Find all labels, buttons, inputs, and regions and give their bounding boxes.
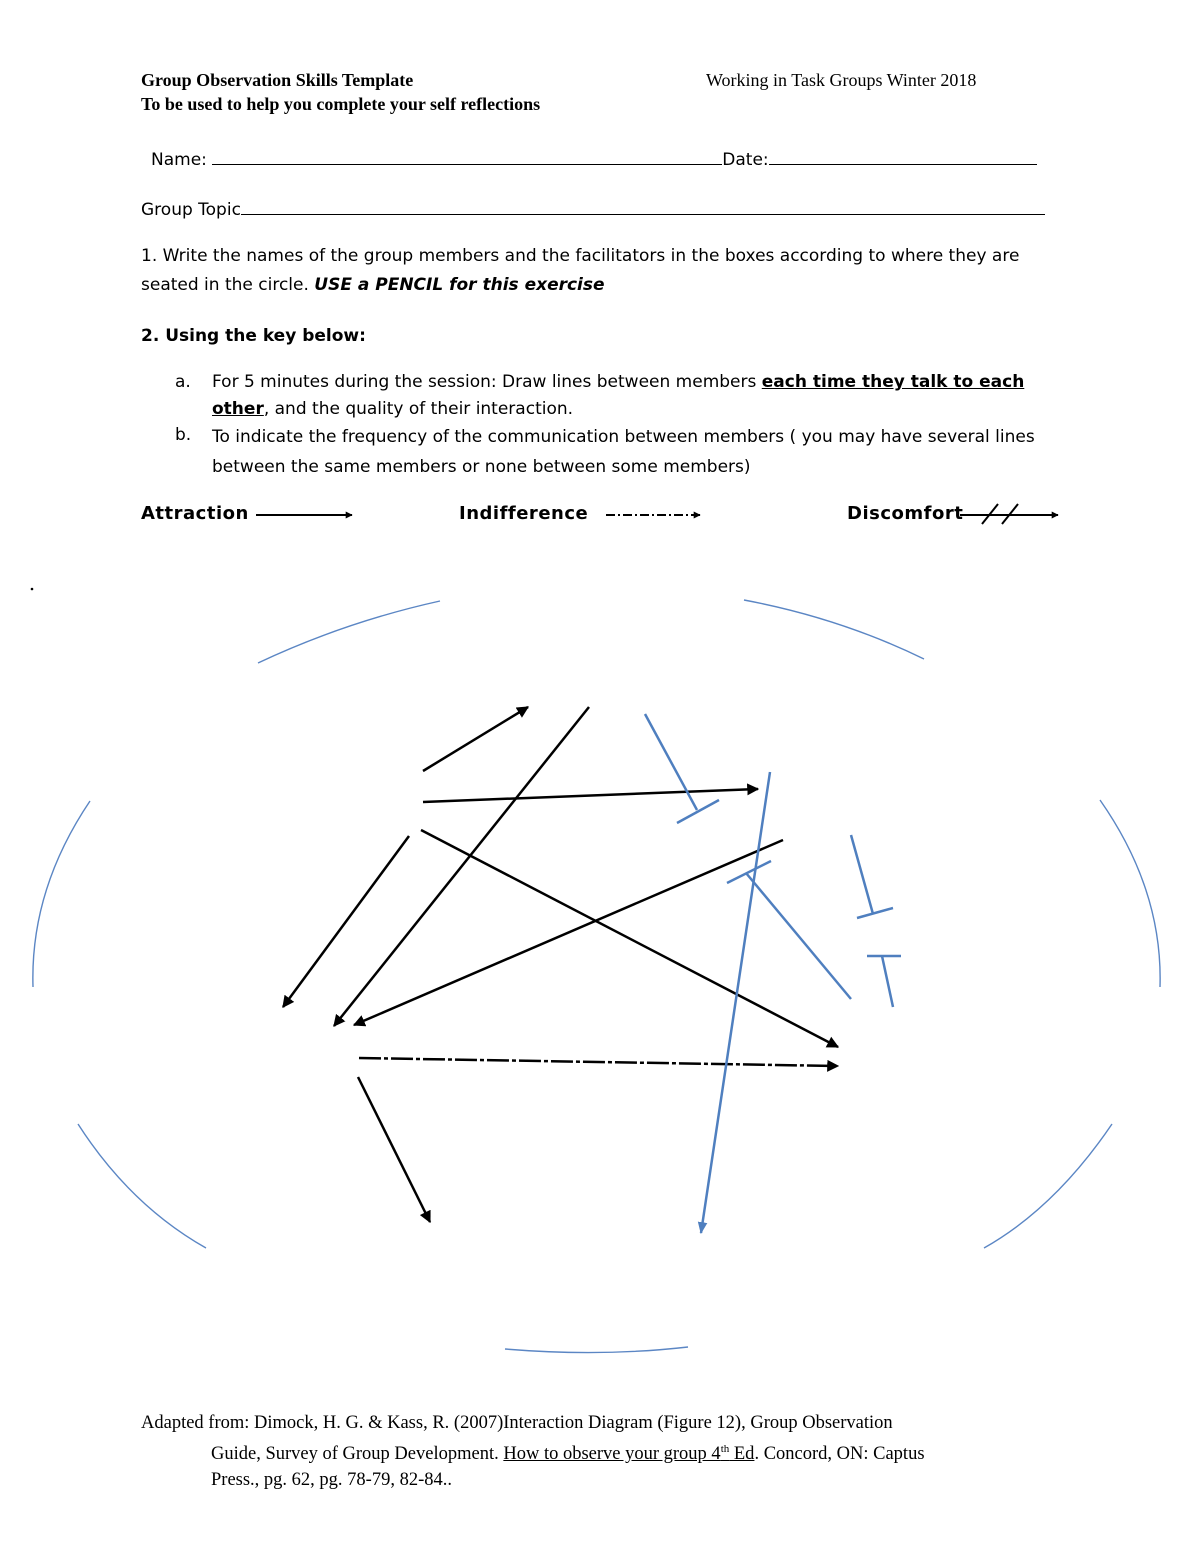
item-a-emphasis-1: each time they talk to each — [761, 372, 1025, 392]
item-a-text-before: For 5 minutes during the session: Draw lines between members — [212, 372, 762, 392]
item-b-marker: b. — [175, 425, 192, 445]
reference-citation — [141, 1410, 925, 1493]
reference-line3: Press., pg. 62, pg. 78-79, 82-84.. — [211, 1470, 453, 1491]
step2-heading: 2. Using the key below: — [141, 326, 366, 346]
edition-superscript: th — [720, 1443, 730, 1455]
blue-arrow-down — [701, 772, 770, 1233]
blue-tick-3 — [857, 908, 893, 918]
arrow-8 — [358, 1077, 430, 1222]
key-discomfort-arrow — [960, 504, 1058, 524]
reference-line2-before: Guide, Survey of Group Development. — [211, 1444, 504, 1465]
item-b-line1: To indicate the frequency of the communication between members ( you may have several lines — [212, 427, 1035, 447]
blue-line-3 — [851, 835, 873, 914]
arrow-7-indifference — [359, 1058, 838, 1066]
key-indifference-label: Indifference — [459, 503, 589, 524]
blue-line-2 — [746, 873, 851, 999]
blue-line-4 — [882, 956, 893, 1007]
document-title: Group Observation Skills Template — [141, 70, 414, 90]
reference-line1: Adapted from: Dimock, H. G. & Kass, R. (2007)Interaction Diagram (Figure 12), Group Observation — [141, 1413, 893, 1433]
key-attraction-label: Attraction — [141, 503, 249, 524]
arc-top-right — [744, 600, 924, 659]
step1-emphasis: USE a PENCIL for this exercise — [314, 275, 605, 295]
date-label: Date: — [722, 150, 769, 170]
arc-bottom-right — [984, 1124, 1112, 1248]
arrow-2 — [423, 789, 758, 802]
step1-line2: seated in the circle. — [141, 275, 309, 295]
blue-tick-2 — [727, 861, 771, 883]
stray-mark — [31, 588, 34, 591]
seating-circle — [33, 600, 1160, 1353]
item-a-emphasis-2: other — [212, 399, 264, 419]
reference-line2-after: . Concord, ON: Captus — [754, 1444, 925, 1465]
step1-number: 1. — [141, 246, 158, 266]
arc-top-left — [258, 601, 440, 663]
arc-right — [1100, 800, 1160, 987]
arc-left — [33, 801, 90, 987]
item-b-line2: between the same members or none between some members) — [212, 457, 751, 477]
key-discomfort-label: Discomfort — [847, 503, 964, 524]
reference-book-title: How to observe your group 4th Ed — [503, 1443, 755, 1465]
blue-tick-1 — [677, 800, 719, 823]
blue-line-1 — [645, 714, 697, 810]
arrow-6 — [354, 840, 783, 1025]
topic-label: Group Topic — [141, 200, 241, 220]
name-label: Name: — [151, 150, 207, 170]
black-arrows — [283, 707, 838, 1222]
arrow-4 — [283, 836, 409, 1007]
arc-bottom-left — [78, 1124, 206, 1248]
document-subtitle: To be used to help you complete your self reflections — [141, 94, 541, 114]
arc-bottom — [505, 1347, 688, 1353]
course-label: Working in Task Groups Winter 2018 — [706, 70, 977, 90]
arrow-1 — [423, 707, 528, 771]
arrow-5 — [421, 830, 838, 1047]
item-a-marker: a. — [175, 372, 191, 392]
step1-line1: Write the names of the group members and the facilitators in the boxes according to where they are — [162, 246, 1020, 266]
item-a-text-after: , and the quality of their interaction. — [263, 399, 574, 419]
